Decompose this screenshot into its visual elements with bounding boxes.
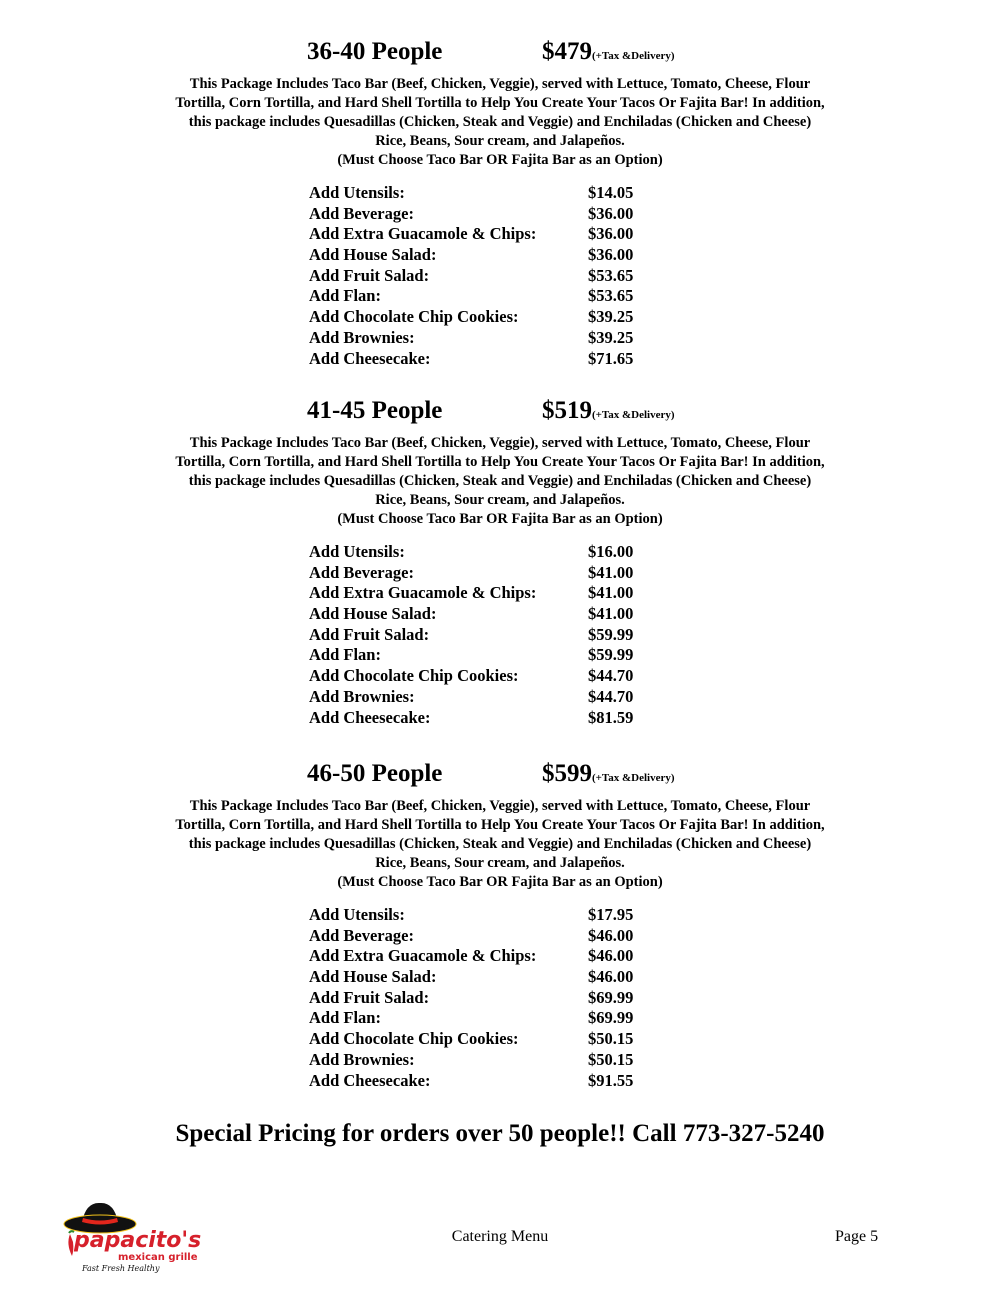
addon-name: Add Cheesecake: <box>309 348 431 368</box>
addon-price: $39.25 <box>588 327 634 347</box>
addon-price: $69.99 <box>588 1008 634 1028</box>
package-36-40 <box>0 37 1000 369</box>
addon-price: $14.05 <box>588 183 634 202</box>
addon-row <box>0 307 1000 328</box>
addon-name: Add Flan: <box>309 1008 381 1028</box>
description-line: Tortilla, Corn Tortilla, and Hard Shell Tortilla to Help You Create Your Tacos Or Fajita Bar! In addition, <box>175 95 825 111</box>
package-price <box>542 37 675 71</box>
addon-name: Add Beverage: <box>309 562 414 582</box>
addon-name: Add Brownies: <box>309 1049 415 1069</box>
addon-price: $71.65 <box>588 348 634 368</box>
package-price <box>542 396 675 430</box>
addon-row <box>0 266 1000 287</box>
addon-name: Add Extra Guacamole & Chips: <box>309 946 537 966</box>
addon-row <box>0 583 1000 604</box>
addon-price: $50.15 <box>588 1049 634 1069</box>
addon-row <box>0 967 1000 988</box>
addon-row <box>0 625 1000 646</box>
price-note: (+Tax &Delivery) <box>592 409 675 421</box>
package-header <box>0 37 1000 71</box>
addon-name: Add Fruit Salad: <box>309 265 430 285</box>
addon-name: Add Beverage: <box>309 925 414 945</box>
addon-price: $36.00 <box>588 245 634 265</box>
description-line: this package includes Quesadillas (Chicken, Steak and Veggie) and Enchiladas (Chicken and Cheese) <box>188 473 812 489</box>
addon-price: $46.00 <box>588 946 634 966</box>
addon-row <box>0 224 1000 245</box>
addon-name: Add House Salad: <box>309 604 437 624</box>
logo-brand: papacito's <box>74 1228 202 1253</box>
description-line: Rice, Beans, Sour cream, and Jalapeños. <box>375 855 625 871</box>
addon-price: $16.00 <box>588 542 634 561</box>
package-title: 46-50 People <box>307 760 443 787</box>
addon-name: Add Cheesecake: <box>309 707 431 727</box>
addon-name: Add Flan: <box>309 645 381 665</box>
addon-price: $46.00 <box>588 967 634 987</box>
addon-row <box>0 286 1000 307</box>
addon-name: Add Extra Guacamole & Chips: <box>309 583 537 603</box>
addon-price: $81.59 <box>588 707 634 727</box>
addon-row <box>0 349 1000 370</box>
addon-row <box>0 604 1000 625</box>
description-line: This Package Includes Taco Bar (Beef, Chicken, Veggie), served with Lettuce, Tomato, Cheese, Flour <box>189 798 811 814</box>
package-description <box>0 75 1000 170</box>
price-value: $599 <box>542 760 592 787</box>
addon-price: $36.00 <box>588 203 634 223</box>
description-line: This Package Includes Taco Bar (Beef, Chicken, Veggie), served with Lettuce, Tomato, Cheese, Flour <box>189 435 811 451</box>
package-price <box>542 759 675 793</box>
addon-row <box>0 708 1000 729</box>
logo-subtitle: mexican grille <box>118 1252 198 1263</box>
addon-price: $41.00 <box>588 604 634 624</box>
addon-price: $91.55 <box>588 1070 634 1090</box>
addon-row <box>0 687 1000 708</box>
addon-price: $59.99 <box>588 645 634 665</box>
addon-name: Add Brownies: <box>309 686 415 706</box>
addon-name: Add Fruit Salad: <box>309 624 430 644</box>
addon-name: Add Utensils: <box>309 542 405 561</box>
addon-price: $53.65 <box>588 265 634 285</box>
addon-price: $17.95 <box>588 905 634 924</box>
addon-list <box>0 183 1000 369</box>
addon-row <box>0 328 1000 349</box>
addon-name: Add House Salad: <box>309 967 437 987</box>
addon-price: $69.99 <box>588 987 634 1007</box>
addon-name: Add Flan: <box>309 286 381 306</box>
description-line: this package includes Quesadillas (Chicken, Steak and Veggie) and Enchiladas (Chicken and Cheese) <box>188 836 812 852</box>
package-header <box>0 396 1000 430</box>
footer-title: Catering Menu <box>451 1228 549 1245</box>
price-value: $479 <box>542 38 592 65</box>
addon-list <box>0 542 1000 728</box>
price-note: (+Tax &Delivery) <box>592 50 675 62</box>
addon-row <box>0 183 1000 204</box>
addon-name: Add House Salad: <box>309 245 437 265</box>
addon-name: Add Fruit Salad: <box>309 987 430 1007</box>
addon-row <box>0 204 1000 225</box>
addon-row <box>0 1008 1000 1029</box>
addon-price: $50.15 <box>588 1029 634 1049</box>
addon-price: $53.65 <box>588 286 634 306</box>
addon-price: $44.70 <box>588 686 634 706</box>
addon-name: Add Cheesecake: <box>309 1070 431 1090</box>
package-header <box>0 759 1000 793</box>
package-41-45 <box>0 396 1000 728</box>
addon-price: $46.00 <box>588 925 634 945</box>
addon-row <box>0 905 1000 926</box>
addon-list <box>0 905 1000 1091</box>
description-line: (Must Choose Taco Bar OR Fajita Bar as an Option) <box>337 152 663 168</box>
description-line: this package includes Quesadillas (Chicken, Steak and Veggie) and Enchiladas (Chicken and Cheese) <box>188 114 812 130</box>
addon-row <box>0 946 1000 967</box>
addon-name: Add Brownies: <box>309 327 415 347</box>
addon-price: $41.00 <box>588 583 634 603</box>
description-line: Rice, Beans, Sour cream, and Jalapeños. <box>375 492 625 508</box>
description-line: This Package Includes Taco Bar (Beef, Chicken, Veggie), served with Lettuce, Tomato, Cheese, Flour <box>189 76 811 92</box>
addon-row <box>0 563 1000 584</box>
addon-row <box>0 245 1000 266</box>
addon-price: $39.25 <box>588 307 634 327</box>
description-line: (Must Choose Taco Bar OR Fajita Bar as an Option) <box>337 511 663 527</box>
price-value: $519 <box>542 397 592 424</box>
addon-row <box>0 1071 1000 1092</box>
addon-row <box>0 645 1000 666</box>
addon-price: $41.00 <box>588 562 634 582</box>
description-line: (Must Choose Taco Bar OR Fajita Bar as an Option) <box>337 874 663 890</box>
addon-row <box>0 926 1000 947</box>
addon-name: Add Chocolate Chip Cookies: <box>309 1029 519 1049</box>
special-pricing-notice: Special Pricing for orders over 50 people!! Call 773-327-5240 <box>175 1120 825 1147</box>
logo-tagline: Fast Fresh Healthy <box>82 1264 160 1273</box>
description-line: Tortilla, Corn Tortilla, and Hard Shell Tortilla to Help You Create Your Tacos Or Fajita Bar! In addition, <box>175 817 825 833</box>
addon-name: Add Extra Guacamole & Chips: <box>309 224 537 244</box>
addon-row <box>0 1050 1000 1071</box>
description-line: Rice, Beans, Sour cream, and Jalapeños. <box>375 133 625 149</box>
addon-price: $44.70 <box>588 666 634 686</box>
description-line: Tortilla, Corn Tortilla, and Hard Shell Tortilla to Help You Create Your Tacos Or Fajita Bar! In addition, <box>175 454 825 470</box>
addon-name: Add Utensils: <box>309 905 405 924</box>
addon-price: $59.99 <box>588 624 634 644</box>
page-number: Page 5 <box>835 1228 879 1245</box>
package-title: 41-45 People <box>307 397 443 424</box>
addon-name: Add Chocolate Chip Cookies: <box>309 666 519 686</box>
addon-row <box>0 988 1000 1009</box>
addon-price: $36.00 <box>588 224 634 244</box>
package-description <box>0 434 1000 529</box>
addon-name: Add Chocolate Chip Cookies: <box>309 307 519 327</box>
addon-row <box>0 542 1000 563</box>
addon-row <box>0 1029 1000 1050</box>
package-46-50 <box>0 759 1000 1091</box>
package-description <box>0 797 1000 892</box>
addon-name: Add Utensils: <box>309 183 405 202</box>
addon-row <box>0 666 1000 687</box>
package-title: 36-40 People <box>307 38 443 65</box>
price-note: (+Tax &Delivery) <box>592 772 675 784</box>
addon-name: Add Beverage: <box>309 203 414 223</box>
